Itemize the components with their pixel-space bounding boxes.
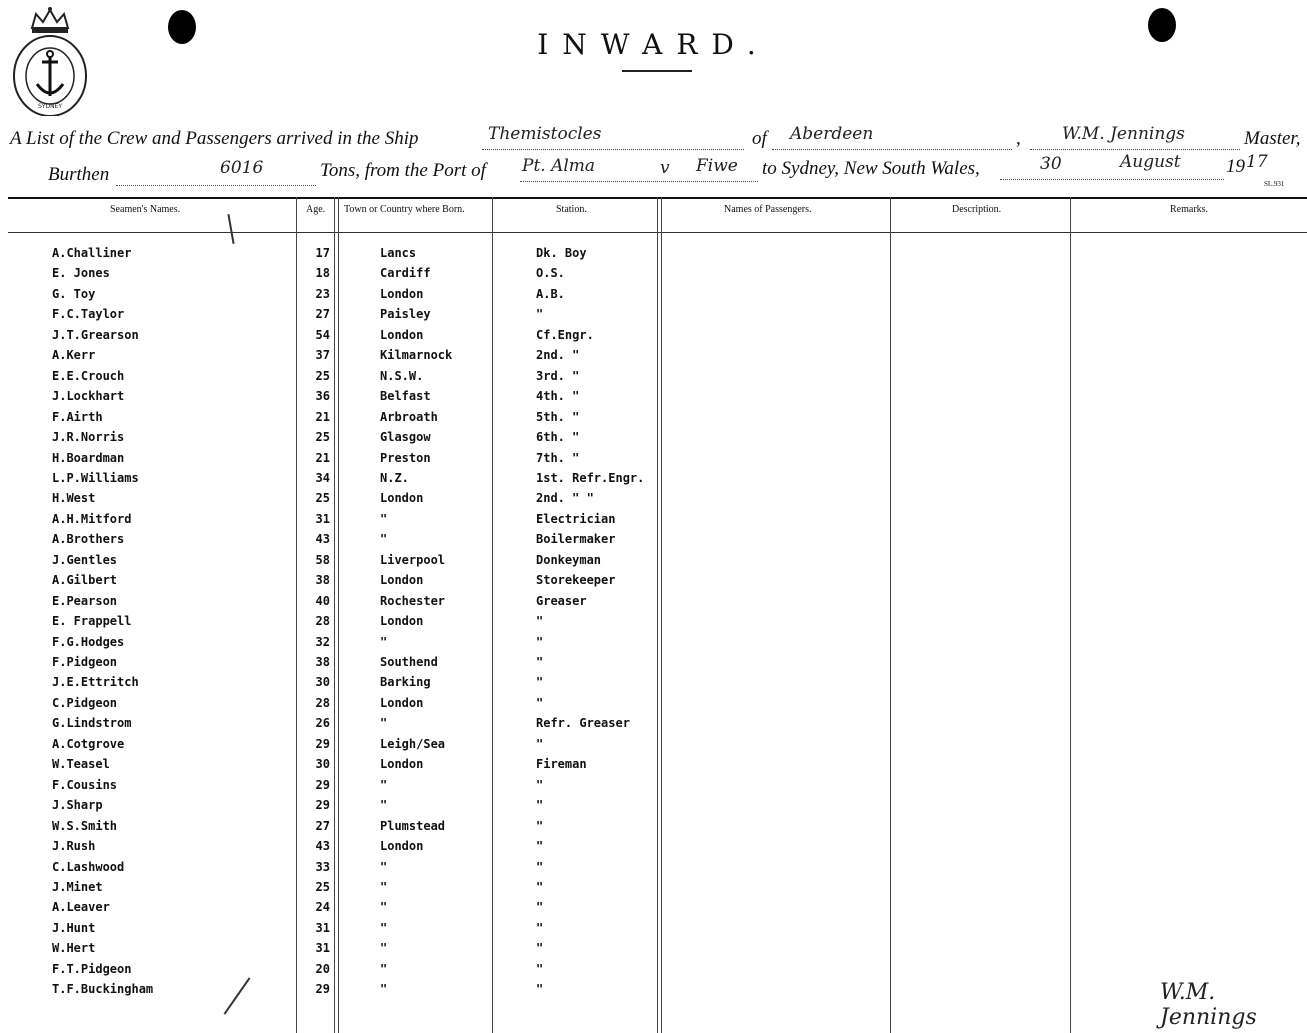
table-row bbox=[0, 369, 1307, 389]
crew-birthplace: " bbox=[380, 920, 388, 935]
col-header-born: Town or Country where Born. bbox=[344, 204, 465, 215]
crew-age: 31 bbox=[315, 920, 330, 935]
crew-station: " bbox=[536, 982, 544, 997]
crew-name: E. Frappell bbox=[52, 614, 132, 629]
date-month: August bbox=[1120, 152, 1181, 172]
table-row bbox=[0, 737, 1307, 757]
crew-birthplace: Kilmarnock bbox=[380, 348, 453, 363]
tons-value: 6016 bbox=[220, 158, 264, 178]
crew-age: 32 bbox=[315, 634, 330, 649]
comma-label: , bbox=[1016, 128, 1021, 149]
table-row bbox=[0, 614, 1307, 634]
and-label: v bbox=[660, 158, 670, 178]
crew-name: H.West bbox=[52, 491, 96, 506]
table-row bbox=[0, 512, 1307, 532]
crew-birthplace: Leigh/Sea bbox=[380, 736, 446, 751]
crew-age: 25 bbox=[315, 430, 330, 445]
crew-age: 17 bbox=[315, 246, 330, 260]
crew-station: Electrician bbox=[536, 511, 616, 526]
crew-age: 25 bbox=[315, 368, 330, 383]
pencil-tick bbox=[227, 214, 234, 244]
crew-station: " bbox=[536, 859, 544, 874]
table-row bbox=[0, 819, 1307, 839]
table-row bbox=[0, 328, 1307, 348]
crew-birthplace: " bbox=[380, 798, 388, 813]
crew-birthplace: Paisley bbox=[380, 307, 431, 322]
date-day: 30 bbox=[1040, 154, 1062, 174]
tons-label: Tons, from the Port of bbox=[320, 160, 486, 181]
table-row bbox=[0, 839, 1307, 859]
col-header-names: Seamen's Names. bbox=[110, 204, 181, 215]
col-header-age: Age. bbox=[306, 204, 326, 215]
col-header-remarks: Remarks. bbox=[1170, 204, 1209, 215]
crew-station: " bbox=[536, 900, 544, 915]
crew-age: 58 bbox=[315, 552, 330, 567]
table-row bbox=[0, 696, 1307, 716]
crew-station: " bbox=[536, 736, 544, 751]
table-row bbox=[0, 880, 1307, 900]
crew-station: Cf.Engr. bbox=[536, 327, 594, 342]
to-label: to Sydney, New South Wales, bbox=[762, 158, 980, 179]
crew-station: 2nd. " bbox=[536, 348, 580, 363]
crew-station: 5th. " bbox=[536, 409, 580, 424]
table-row bbox=[0, 655, 1307, 675]
year-prefix: 19 bbox=[1226, 156, 1245, 177]
crew-birthplace: " bbox=[380, 511, 388, 526]
crew-station: 3rd. " bbox=[536, 368, 580, 383]
table-row bbox=[0, 921, 1307, 941]
crew-name: A.H.Mitford bbox=[52, 511, 132, 526]
table-row bbox=[0, 389, 1307, 409]
crew-station: " bbox=[536, 777, 544, 792]
crew-age: 25 bbox=[315, 491, 330, 506]
crew-birthplace: London bbox=[380, 839, 424, 854]
col-header-description: Description. bbox=[952, 204, 1002, 215]
crew-station: " bbox=[536, 818, 544, 833]
table-row bbox=[0, 266, 1307, 286]
crew-name: J.Rush bbox=[52, 839, 96, 854]
crew-age: 33 bbox=[315, 859, 330, 874]
crew-birthplace: " bbox=[380, 777, 388, 792]
crew-age: 25 bbox=[315, 879, 330, 894]
crew-birthplace: Glasgow bbox=[380, 430, 431, 445]
crew-age: 40 bbox=[315, 593, 330, 608]
header-line1-prefix: A List of the Crew and Passengers arrived in the Ship bbox=[10, 128, 419, 149]
crew-station: " bbox=[536, 839, 544, 854]
crew-name: A.Gilbert bbox=[52, 573, 118, 588]
master-fill bbox=[1030, 148, 1240, 150]
crew-name: C.Pidgeon bbox=[52, 695, 118, 710]
crew-station: " bbox=[536, 961, 544, 976]
crew-station: " bbox=[536, 614, 544, 629]
crew-birthplace: London bbox=[380, 573, 424, 588]
crew-age: 36 bbox=[315, 389, 330, 404]
crew-name: F.G.Hodges bbox=[52, 634, 125, 649]
master-name: W.M. Jennings bbox=[1062, 124, 1185, 144]
crew-age: 54 bbox=[315, 327, 330, 342]
crew-station: 6th. " bbox=[536, 430, 580, 445]
crew-birthplace: Barking bbox=[380, 675, 431, 690]
registry-fill bbox=[772, 148, 1012, 150]
table-row bbox=[0, 307, 1307, 327]
crew-name: E. Jones bbox=[52, 266, 110, 281]
crew-birthplace: London bbox=[380, 695, 424, 710]
crew-station: " bbox=[536, 655, 544, 669]
table-row bbox=[0, 430, 1307, 450]
crew-birthplace: Rochester bbox=[380, 593, 446, 608]
crew-birthplace: " bbox=[380, 532, 388, 547]
crew-name: F.Cousins bbox=[52, 777, 118, 792]
crew-station: " bbox=[536, 675, 544, 690]
crew-age: 20 bbox=[315, 961, 330, 976]
port-of-registry: Aberdeen bbox=[790, 124, 874, 144]
table-row bbox=[0, 798, 1307, 818]
crew-birthplace: London bbox=[380, 327, 424, 342]
crew-station: " bbox=[536, 307, 544, 322]
crew-station: Donkeyman bbox=[536, 552, 602, 567]
crew-age: 38 bbox=[315, 573, 330, 588]
crew-station: " bbox=[536, 634, 544, 649]
crew-name: A.Challiner bbox=[52, 246, 132, 260]
crew-name: A.Brothers bbox=[52, 532, 125, 547]
crew-age: 28 bbox=[315, 614, 330, 629]
crew-birthplace: Lancs bbox=[380, 246, 417, 260]
crew-birthplace: Liverpool bbox=[380, 552, 446, 567]
crew-station: " bbox=[536, 798, 544, 813]
crew-name: F.C.Taylor bbox=[52, 307, 125, 322]
crew-age: 29 bbox=[315, 982, 330, 997]
from-port-fill bbox=[520, 180, 758, 182]
crew-age: 30 bbox=[315, 675, 330, 690]
crew-station: " bbox=[536, 941, 544, 956]
crew-birthplace: Plumstead bbox=[380, 818, 446, 833]
col-header-passengers: Names of Passengers. bbox=[724, 204, 812, 215]
crew-name: W.Hert bbox=[52, 941, 96, 956]
crew-birthplace: " bbox=[380, 900, 388, 915]
table-row bbox=[0, 716, 1307, 736]
table-row bbox=[0, 532, 1307, 552]
crew-name: J.E.Ettritch bbox=[52, 675, 139, 690]
crew-birthplace: " bbox=[380, 982, 388, 997]
crew-age: 27 bbox=[315, 307, 330, 322]
crew-age: 30 bbox=[315, 757, 330, 772]
crew-name: J.Sharp bbox=[52, 798, 103, 813]
crew-name: J.Hunt bbox=[52, 920, 96, 935]
crew-name: G. Toy bbox=[52, 286, 96, 301]
crew-name: F.T.Pidgeon bbox=[52, 961, 132, 976]
table-row bbox=[0, 471, 1307, 491]
crew-name: H.Boardman bbox=[52, 450, 125, 465]
crew-name: J.R.Norris bbox=[52, 430, 125, 445]
of-label: of bbox=[752, 128, 767, 149]
crew-birthplace: N.S.W. bbox=[380, 368, 424, 383]
crew-name: G.Lindstrom bbox=[52, 716, 132, 731]
crew-name: A.Leaver bbox=[52, 900, 110, 915]
table-row bbox=[0, 635, 1307, 655]
crew-name: A.Kerr bbox=[52, 348, 96, 363]
crew-age: 24 bbox=[315, 900, 330, 915]
table-row bbox=[0, 962, 1307, 982]
crew-birthplace: Belfast bbox=[380, 389, 431, 404]
crew-birthplace: " bbox=[380, 634, 388, 649]
crew-birthplace: " bbox=[380, 859, 388, 874]
crew-birthplace: N.Z. bbox=[380, 470, 409, 485]
crew-station: 4th. " bbox=[536, 389, 580, 404]
master-signature: W.M. Jennings bbox=[1160, 980, 1257, 1030]
crew-name: L.P.Williams bbox=[52, 470, 139, 485]
crew-station: Storekeeper bbox=[536, 573, 616, 588]
crew-station: 7th. " bbox=[536, 450, 580, 465]
crew-station: Refr. Greaser bbox=[536, 716, 630, 731]
crew-age: 43 bbox=[315, 532, 330, 547]
table-row bbox=[0, 491, 1307, 511]
crew-age: 23 bbox=[315, 286, 330, 301]
date-fill bbox=[1000, 178, 1224, 180]
crew-age: 34 bbox=[315, 470, 330, 485]
crew-age: 27 bbox=[315, 818, 330, 833]
crew-birthplace: " bbox=[380, 941, 388, 956]
svg-text:SYDNEY: SYDNEY bbox=[37, 103, 63, 110]
crew-station: Greaser bbox=[536, 593, 587, 608]
crew-age: 43 bbox=[315, 839, 330, 854]
crew-birthplace: London bbox=[380, 757, 424, 772]
from-port: Pt. Alma bbox=[522, 156, 596, 176]
table-row bbox=[0, 451, 1307, 471]
crew-age: 29 bbox=[315, 736, 330, 751]
crew-station: " bbox=[536, 879, 544, 894]
crew-station: Fireman bbox=[536, 757, 587, 772]
crew-birthplace: London bbox=[380, 491, 424, 506]
crew-station: Dk. Boy bbox=[536, 246, 587, 260]
col-header-station: Station. bbox=[556, 204, 587, 215]
table-row bbox=[0, 675, 1307, 695]
table-row bbox=[0, 778, 1307, 798]
crew-station: A.B. bbox=[536, 286, 565, 301]
crew-age: 29 bbox=[315, 798, 330, 813]
table-row bbox=[0, 573, 1307, 593]
ship-name: Themistocles bbox=[488, 124, 602, 144]
crew-name: J.T.Grearson bbox=[52, 327, 139, 342]
burthen-label: Burthen bbox=[48, 164, 110, 185]
table-row bbox=[0, 348, 1307, 368]
crew-station: 1st. Refr.Engr. bbox=[536, 470, 645, 485]
table-row bbox=[0, 287, 1307, 307]
crew-name: F.Pidgeon bbox=[52, 655, 118, 669]
crew-name: W.Teasel bbox=[52, 757, 110, 772]
crew-name: J.Lockhart bbox=[52, 389, 125, 404]
crew-age: 21 bbox=[315, 409, 330, 424]
crew-age: 31 bbox=[315, 941, 330, 956]
table-row bbox=[0, 941, 1307, 961]
title-underline bbox=[622, 70, 692, 72]
crew-age: 18 bbox=[315, 266, 330, 281]
table-row bbox=[0, 246, 1307, 266]
crew-age: 26 bbox=[315, 716, 330, 731]
crew-station: 2nd. " " bbox=[536, 491, 594, 506]
page-title: INWARD. bbox=[537, 28, 770, 61]
crew-birthplace: " bbox=[380, 716, 388, 731]
crew-birthplace: London bbox=[380, 286, 424, 301]
crew-station: O.S. bbox=[536, 266, 565, 281]
crew-birthplace: Cardiff bbox=[380, 266, 431, 281]
table-row bbox=[0, 410, 1307, 430]
master-label: Master, bbox=[1244, 128, 1301, 149]
via-port: Fiwe bbox=[696, 156, 738, 176]
crew-name: W.S.Smith bbox=[52, 818, 118, 833]
crew-birthplace: " bbox=[380, 879, 388, 894]
ship-name-fill bbox=[482, 148, 744, 150]
crew-station: " bbox=[536, 920, 544, 935]
crew-birthplace: " bbox=[380, 961, 388, 976]
crew-birthplace: Preston bbox=[380, 450, 431, 465]
crew-birthplace: London bbox=[380, 614, 424, 629]
crew-name: C.Lashwood bbox=[52, 859, 125, 874]
tons-fill bbox=[116, 184, 316, 186]
table-row bbox=[0, 860, 1307, 880]
crew-age: 38 bbox=[315, 655, 330, 669]
crew-name: T.F.Buckingham bbox=[52, 982, 154, 997]
crew-age: 21 bbox=[315, 450, 330, 465]
crew-birthplace: Southend bbox=[380, 655, 438, 669]
crew-birthplace: Arbroath bbox=[380, 409, 438, 424]
crew-name: E.E.Crouch bbox=[52, 368, 125, 383]
table-row bbox=[0, 900, 1307, 920]
crew-age: 29 bbox=[315, 777, 330, 792]
table-row bbox=[0, 982, 1307, 1002]
table-row bbox=[0, 594, 1307, 614]
crew-age: 37 bbox=[315, 348, 330, 363]
crew-name: A.Cotgrove bbox=[52, 736, 125, 751]
crew-name: F.Airth bbox=[52, 409, 103, 424]
crew-name: E.Pearson bbox=[52, 593, 118, 608]
crew-station: Boilermaker bbox=[536, 532, 616, 547]
crew-station: " bbox=[536, 695, 544, 710]
crew-name: J.Minet bbox=[52, 879, 103, 894]
crew-name: J.Gentles bbox=[52, 552, 118, 567]
form-code: SL.931 bbox=[1264, 180, 1285, 188]
year-suffix: 17 bbox=[1246, 152, 1268, 172]
table-row bbox=[0, 553, 1307, 573]
crew-age: 31 bbox=[315, 511, 330, 526]
table-row bbox=[0, 757, 1307, 777]
crew-age: 28 bbox=[315, 695, 330, 710]
